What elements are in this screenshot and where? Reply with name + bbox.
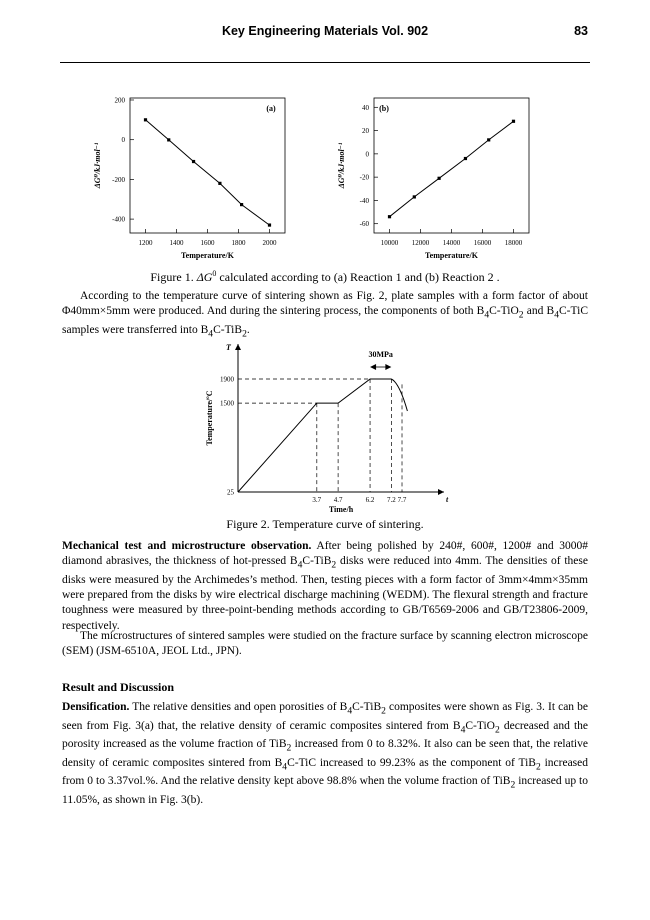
y-tick-label: -40 bbox=[359, 196, 369, 205]
data-point bbox=[144, 118, 147, 121]
paragraph-mechanical-test: Mechanical test and microstructure observation. After being polished by 240#, 600#, 1200# and 3000# diamond abrasives, the thickness of hot-pressed $B_4C-TiB_2$ disks were reduced into 4mm. The densities of these disks were measured by the Archimedes’s method. Then, testing pieces with a form factor of 3mm×4mm×35mm were prepared from the disks by wire electrical discharge machining (WEDM). The flexural strength and fracture toughness were measured by three-point-bending methods according to GB/T6569-2006 and GB/T23806-2009, respectively. bbox=[62, 540, 588, 632]
x-tick-label: 6.2 bbox=[365, 496, 375, 504]
x-tick-label: 1400 bbox=[169, 239, 184, 247]
cooling-curve bbox=[391, 379, 407, 411]
y-tick-label: -60 bbox=[359, 220, 369, 229]
y-tick-label: 20 bbox=[362, 127, 369, 136]
x-tick-label: 14000 bbox=[442, 239, 461, 247]
data-point bbox=[464, 157, 467, 160]
y-tick-label: -400 bbox=[112, 215, 125, 224]
x-tick-label: 10000 bbox=[380, 239, 399, 247]
figure-1-caption: Figure 1. $\Delta G^0$ calculated according to (a) Reaction 1 and (b) Reaction 2 . bbox=[150, 269, 500, 284]
journal-title: Key Engineering Materials Vol. 902 bbox=[221, 24, 429, 38]
data-point bbox=[192, 160, 195, 163]
y-tick-label: 0 bbox=[121, 136, 125, 145]
data-point bbox=[218, 182, 221, 185]
x-tick-label: 12000 bbox=[411, 239, 430, 247]
paragraph-sintering: According to the temperature curve of sintering shown as Fig. 2, plate samples with a form factor of about Φ40mm×5mm were produced. And during the sintering process, the components of both $B_4C-TiO_2$ and $B_4C$-TiC samples were transferred into $B_4C-TiB_2$. bbox=[62, 290, 588, 340]
x-tick-label: 16000 bbox=[473, 239, 492, 247]
x-tick-label: 1600 bbox=[200, 239, 215, 247]
plot-frame bbox=[130, 98, 285, 233]
x-axis-label: Temperature/K bbox=[181, 251, 234, 260]
x-tick-label: 4.7 bbox=[333, 496, 343, 504]
panel-label: (a) bbox=[266, 104, 276, 113]
y-tick-label: -200 bbox=[112, 175, 125, 184]
page-header bbox=[0, 14, 650, 38]
x-tick-label: 7.2 bbox=[386, 496, 396, 504]
pressure-arrow-right bbox=[385, 364, 391, 370]
plot-frame bbox=[374, 98, 529, 233]
section-heading: Result and Discussion bbox=[62, 680, 175, 694]
y-axis-label: Temperature/ºC bbox=[205, 390, 214, 446]
paragraph-microstructure: The microstructures of sintered samples were studied on the fracture surface by scanning electron microscope (SEM) (JSM-6510A, JEOL Ltd., JPN). bbox=[62, 630, 588, 658]
y-tick-label: 0 bbox=[365, 150, 369, 159]
x-axis-label: Temperature/K bbox=[425, 251, 478, 260]
data-point bbox=[240, 203, 243, 206]
y-tick-label: 40 bbox=[362, 103, 369, 112]
page-number: 83 bbox=[574, 24, 588, 38]
y-axis-arrow bbox=[235, 344, 241, 350]
data-point bbox=[268, 223, 271, 226]
x-tick-label: 3.7 bbox=[312, 496, 322, 504]
temperature-curve bbox=[238, 379, 391, 492]
series-line bbox=[390, 121, 514, 216]
x-tick-label: 1800 bbox=[231, 239, 246, 247]
data-point bbox=[388, 215, 391, 218]
x-tick-label: 1200 bbox=[138, 239, 153, 247]
y-tick-label: 200 bbox=[114, 96, 125, 105]
data-point bbox=[167, 138, 170, 141]
y-tick-label: 1500 bbox=[220, 399, 234, 408]
x-axis-arrow bbox=[438, 489, 444, 495]
paragraph-densification: Densification. The relative densities and open porosities of $B_4C-TiB_2$ composites were shown as Fig. 3. It can be seen from Fig. 3(a) that, the relative density of ceramic composites sintered from $B_4C-TiO_2$ decreased and the porosity increased as the volume fraction of TiB$_2$ increased from 0 to 8.32%. It also can be seen that, the relative density of ceramic composites sintered from $B_4C$-TiC increased to 99.23% as the component of TiB$_2$ increased from 0 to 3.37vol.%. And the relative density kept above 98.8% when the volume fraction of TiB$_2$ increased up to 11.05%, as shown in Fig. 3(b). bbox=[62, 701, 589, 806]
x-tick-label: 7.7 bbox=[397, 496, 407, 504]
chart-panel-a bbox=[93, 96, 285, 260]
x-axis-label: Time/h bbox=[328, 505, 354, 514]
y-tick-label: 1900 bbox=[220, 375, 234, 384]
panel-label: (b) bbox=[379, 104, 389, 113]
x-axis-end-label: t bbox=[446, 495, 449, 504]
y-axis-end-label: T bbox=[226, 343, 231, 352]
figure-2 bbox=[198, 336, 468, 514]
pressure-arrow-left bbox=[370, 364, 376, 370]
data-point bbox=[487, 138, 490, 141]
chart-panel-b bbox=[337, 98, 529, 260]
series-line bbox=[146, 120, 270, 225]
pressure-label: 30MPa bbox=[368, 350, 393, 359]
header-rule bbox=[60, 62, 590, 63]
temperature-curve-chart bbox=[205, 343, 449, 514]
figure-1 bbox=[60, 88, 590, 268]
x-tick-label: 2000 bbox=[262, 239, 277, 247]
y-axis-label: ΔG⁰/kJ·mol⁻¹ bbox=[337, 142, 346, 189]
y-tick-label: 25 bbox=[227, 488, 234, 497]
y-axis-label: ΔG⁰/kJ·mol⁻¹ bbox=[93, 142, 102, 189]
x-tick-label: 18000 bbox=[504, 239, 523, 247]
y-tick-label: -20 bbox=[359, 173, 369, 182]
figure-2-caption: Figure 2. Temperature curve of sintering. bbox=[226, 517, 424, 531]
data-point bbox=[438, 177, 441, 180]
data-point bbox=[413, 195, 416, 198]
data-point bbox=[512, 120, 515, 123]
